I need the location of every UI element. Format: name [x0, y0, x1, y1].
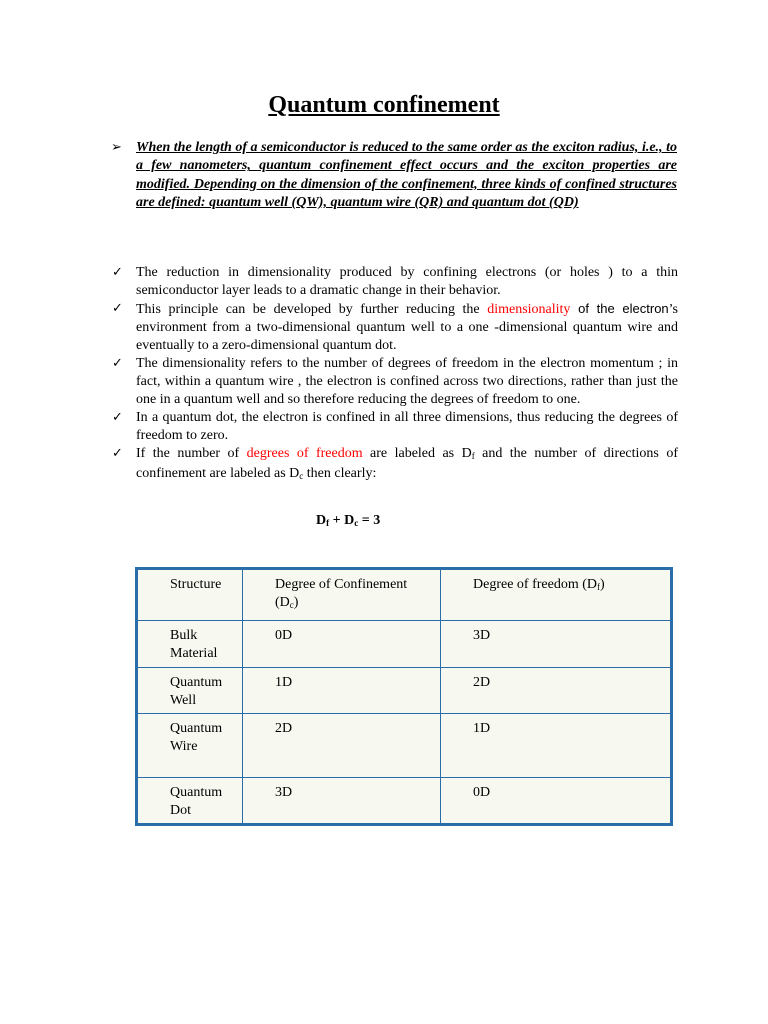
- intro-paragraph: When the length of a semiconductor is reduced to the same order as the exciton radius, i.e., to a few nanometers, quantum confinement effect occurs and the exciton properties are modified. Depending on the dimension of the confinement, three kinds of confined structures are defined: quantum well (QW), quantum wire (QR) and quantum dot (QD): [136, 140, 677, 211]
- checkmark-icon: ✓: [112, 265, 123, 280]
- table-cell: Quantum Well: [137, 668, 243, 714]
- formula-part: + D: [329, 513, 355, 528]
- header-text: Degree of freedom (D: [473, 577, 597, 592]
- highlight-dimensionality: dimensionality: [487, 302, 571, 317]
- bullet-text: are labeled as D: [362, 446, 472, 461]
- formula-part: = 3: [358, 513, 381, 528]
- header-cell: [441, 569, 672, 621]
- bullet-text-alt-font: of the electron: [570, 301, 669, 316]
- table-cell: 3D: [441, 621, 672, 668]
- subscript: c: [299, 471, 304, 481]
- bullet-text: In a quantum dot, the electron is confined in all three dimensions, thus reducing the degrees of freedom to zero.: [136, 410, 678, 443]
- arrow-bullet-icon: ➢: [111, 139, 122, 154]
- bullet-text: This principle can be developed by further reducing the: [136, 302, 488, 317]
- table-cell: 1D: [441, 714, 672, 778]
- header-text: Degree of Confinement (D: [275, 577, 408, 610]
- bullet-text: and the number of directions of confinement are labeled as D: [136, 446, 678, 481]
- checkmark-icon: ✓: [112, 410, 123, 425]
- highlight-degrees-of-freedom: degrees of freedom: [246, 446, 363, 461]
- header-cell: Structure: [137, 569, 243, 621]
- formula-part: D: [316, 513, 327, 528]
- table-cell: 0D: [243, 621, 441, 668]
- checkmark-icon: ✓: [112, 446, 123, 461]
- table-cell: 2D: [441, 668, 672, 714]
- table-cell: 2D: [243, 714, 441, 778]
- subscript: f: [326, 518, 330, 528]
- header-text: ): [600, 577, 605, 592]
- table-cell: Quantum Dot: [137, 778, 243, 825]
- table-cell: Quantum Wire: [137, 714, 243, 778]
- subscript: c: [354, 518, 359, 528]
- table-row: [137, 668, 672, 714]
- list-item: [112, 264, 678, 300]
- subscript: f: [597, 582, 600, 592]
- header-cell: [243, 569, 441, 621]
- table-cell: 1D: [243, 668, 441, 714]
- checkmark-icon: ✓: [112, 301, 123, 316]
- subscript: f: [471, 451, 475, 461]
- list-item: [112, 409, 678, 445]
- bullet-text: ’s environment from a two-dimensional quantum well to a one -dimensional quantum wire and eventually to a zero-dimensional quantum dot.: [136, 302, 678, 353]
- header-text: ): [293, 595, 299, 610]
- table-cell: 3D: [243, 778, 441, 825]
- bullet-text: If the number of: [136, 446, 247, 461]
- bullet-text: The dimensionality refers to the number of degrees of freedom in the electron momentum ; in fact, within a quantum wire , the electron is confined across two directions, rather than just the one in a quantum well and so therefore reducing the degrees of freedom to one.: [136, 356, 678, 407]
- bullet-text: then clearly:: [303, 466, 377, 481]
- list-item: [112, 445, 678, 485]
- formula: [316, 513, 380, 529]
- list-item: [112, 355, 678, 409]
- bullet-list: [112, 264, 678, 485]
- table-cell: 0D: [441, 778, 672, 825]
- table-row: [137, 621, 672, 668]
- subscript: c: [289, 600, 294, 610]
- table-row: [137, 778, 672, 825]
- table-cell: Bulk Material: [137, 621, 243, 668]
- confinement-table: [135, 567, 673, 826]
- page-title: Quantum confinement: [268, 92, 500, 118]
- table-row: [137, 714, 672, 778]
- list-item: [112, 300, 678, 355]
- checkmark-icon: ✓: [112, 356, 123, 371]
- table-header-row: [137, 569, 672, 621]
- bullet-text: The reduction in dimensionality produced by confining electrons (or holes ) to a thin semiconductor layer leads to a dramatic change in their behavior.: [136, 265, 678, 298]
